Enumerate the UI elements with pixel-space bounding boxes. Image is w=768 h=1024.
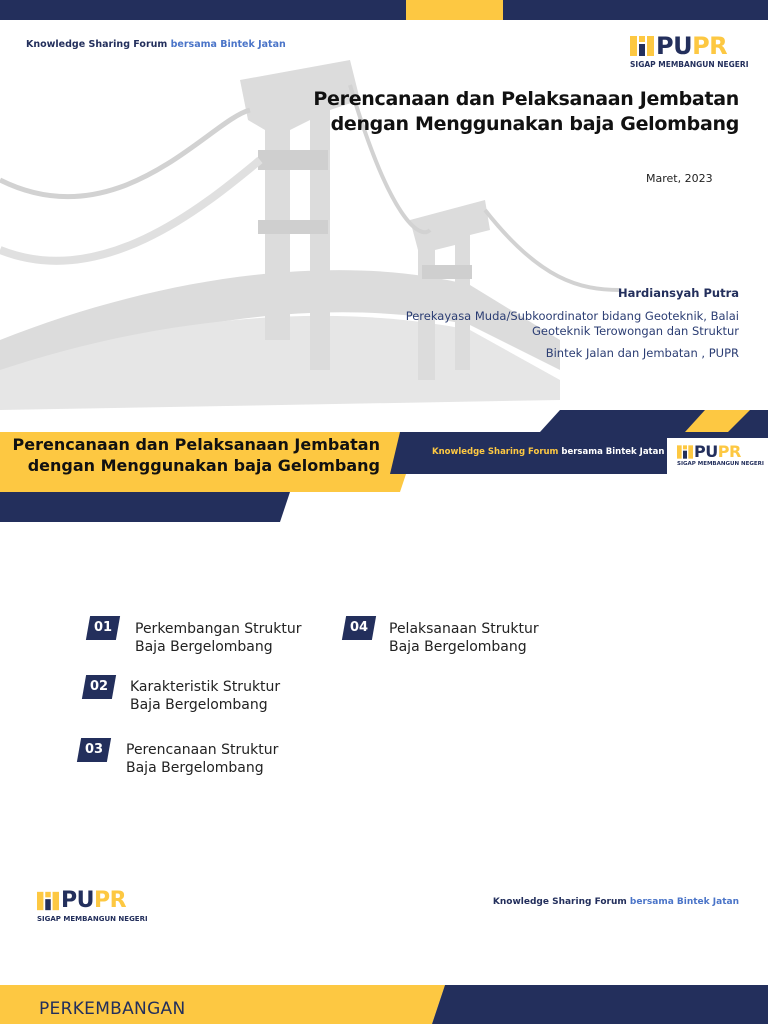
agenda-label-03-line-1: Perencanaan Struktur [126,742,279,758]
banner-forum-text [432,447,664,457]
footer-logo-word-pr: PR [94,888,127,913]
banner-forum-accent: bersama Bintek Jatan [561,447,665,457]
agenda-label-03 [126,741,278,777]
banner-pupr-logo [677,444,762,472]
slide-title-line-2: dengan Menggunakan baja Gelombang [330,113,739,135]
logo-word-pu: PU [656,32,693,60]
slide-2 [0,410,768,980]
banner-forum-main: Knowledge Sharing Forum [432,447,559,457]
agenda-badge-04 [342,616,376,640]
agenda-label-03-line-2: Baja Bergelombang [126,760,264,776]
slide-date: Maret, 2023 [646,172,713,185]
presenter-role-line-2: Geoteknik Terowongan dan Struktur [531,324,739,338]
banner-logo-tagline: SIGAP MEMBANGUN NEGERI [677,461,764,467]
presenter-org: Bintek Jalan dan Jembatan , PUPR [545,346,739,360]
header-forum-text [26,39,286,50]
slide-3-heading: PERKEMBANGAN [39,999,186,1019]
agenda-badge-03 [77,738,111,762]
banner-logo-word-pu: PU [694,442,718,461]
top-bar-navy-right [503,0,768,20]
top-bar-navy-left [0,0,406,20]
footer-forum-accent: bersama Bintek Jatan [629,897,739,907]
banner-logo-word-pr: PR [717,442,741,461]
banner-logo-mark [677,444,693,460]
agenda-badge-01 [86,616,120,640]
banner-logo-box [667,438,768,474]
header-forum-main: Knowledge Sharing Forum [26,39,168,50]
presenter-name: Hardiansyah Putra [617,286,739,300]
presenter-role [406,309,739,339]
slide-title [313,87,739,137]
agenda-label-01-line-2: Baja Bergelombang [135,639,273,655]
footer-logo-word-pu: PU [61,888,94,913]
slide-3 [0,985,768,1024]
slide-title-line-1: Perencanaan dan Pelaksanaan Jembatan [313,88,739,110]
agenda-label-02 [130,678,280,714]
agenda-badge-04-text: 04 [349,620,369,635]
footer-forum-text [493,897,739,907]
banner-title [10,434,380,476]
agenda-label-01 [135,620,302,656]
agenda-label-04 [389,620,539,656]
slide-1 [0,0,768,410]
agenda-badge-01-text: 01 [93,620,113,635]
top-bar-gold [406,0,503,20]
banner-title-line-1: Perencanaan dan Pelaksanaan Jembatan [12,435,380,454]
footer-logo-tagline: SIGAP MEMBANGUN NEGERI [37,915,148,923]
footer-pupr-logo [37,890,152,926]
logo-tagline: SIGAP MEMBANGUN NEGERI [630,60,749,69]
presenter-role-line-1: Perekayasa Muda/Subkoordinator bidang Geoteknik, Balai [405,309,739,323]
footer-forum-main: Knowledge Sharing Forum [492,897,627,907]
agenda-badge-02 [82,675,116,699]
agenda-label-02-line-1: Karakteristik Struktur [130,679,281,695]
header-forum-accent: bersama Bintek Jatan [170,39,286,50]
agenda-label-02-line-2: Baja Bergelombang [130,697,268,713]
agenda-label-04-line-2: Baja Bergelombang [389,639,527,655]
agenda-label-04-line-1: Pelaksanaan Struktur [389,621,539,637]
banner-title-line-2: dengan Menggunakan baja Gelombang [27,456,380,475]
agenda-label-01-line-1: Perkembangan Struktur [135,621,302,637]
agenda-badge-03-text: 03 [84,742,104,757]
footer-logo-mark [37,890,59,912]
logo-word-pr: PR [692,32,728,60]
pupr-logo [630,32,749,72]
pupr-logo-mark [630,34,654,58]
agenda-badge-02-text: 02 [89,679,109,694]
